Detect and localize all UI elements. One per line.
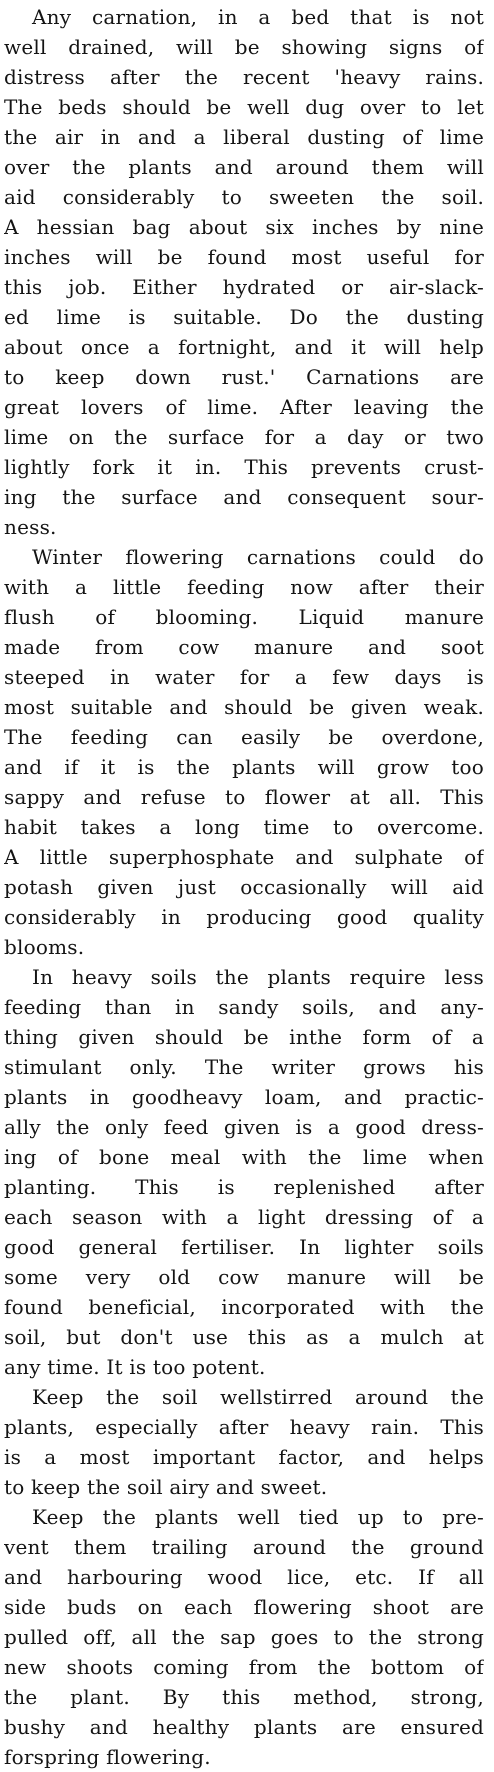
text-line: ness. [4,515,57,539]
text-line: planting. This is replenished after [4,1175,484,1199]
text-line: lime on the surface for a day or two [4,425,484,449]
text-line: Any carnation, in a bed that is not [32,5,484,29]
text-line: to keep down rust.' Carnations are [4,365,484,389]
text-line: feeding than in sandy soils, and any- [4,995,484,1019]
text-line: soil, but don't use this as a mulch at [4,1325,484,1349]
text-line: found beneficial, incorporated with the [4,1295,484,1319]
paragraph [4,1382,484,1502]
text-line: the air in and a liberal dusting of lime [4,125,484,149]
paragraph [4,542,484,962]
text-line: forspring flowering. [4,1745,211,1769]
text-line: inches will be found most useful for [4,245,484,269]
text-line: pulled off, all the sap goes to the strong [4,1625,484,1649]
text-line: bushy and healthy plants are ensured [4,1715,484,1739]
text-line: In heavy soils the plants require less [32,965,484,989]
text-line: side buds on each flowering shoot are [4,1595,484,1619]
text-line: over the plants and around them will [4,155,484,179]
text-line: most suitable and should be given weak. [4,695,484,719]
text-line: Keep the plants well tied up to pre- [32,1505,484,1529]
text-line: ing the surface and consequent sour- [4,485,484,509]
text-line: potash given just occasionally will aid [4,875,484,899]
text-line: A little superphosphate and sulphate of [4,845,484,869]
text-line: each season with a light dressing of a [4,1205,484,1229]
text-line: ally the only feed given is a good dress- [4,1115,484,1139]
text-line: vent them trailing around the ground [4,1535,484,1559]
text-line: well drained, will be showing signs of [4,35,484,59]
text-line: aid considerably to sweeten the soil. [4,185,484,209]
text-line: to keep the soil airy and sweet. [4,1475,328,1499]
text-line: A hessian bag about six inches by nine [4,215,484,239]
text-line: made from cow manure and soot [4,635,484,659]
text-line: The beds should be well dug over to let [4,95,484,119]
text-line: ed lime is suitable. Do the dusting [4,305,484,329]
text-line: good general fertiliser. In lighter soils [4,1235,484,1259]
text-line: about once a fortnight, and it will help [4,335,484,359]
text-line: stimulant only. The writer grows his [4,1055,484,1079]
text-line: sappy and refuse to flower at all. This [4,785,484,809]
text-line: with a little feeding now after their [4,575,484,599]
text-line: distress after the recent 'heavy rains. [4,65,484,89]
paragraph [4,962,484,1382]
text-line: considerably in producing good quality [4,905,484,929]
article-body [4,2,484,1772]
text-line: Keep the soil wellstirred around the [32,1385,484,1409]
text-line: plants, especially after heavy rain. This [4,1415,484,1439]
text-line: and if it is the plants will grow too [4,755,484,779]
text-line: flush of blooming. Liquid manure [4,605,484,629]
text-line: thing given should be inthe form of a [4,1025,484,1049]
text-line: The feeding can easily be overdone, [4,725,484,749]
text-line: steeped in water for a few days is [4,665,484,689]
text-line: ing of bone meal with the lime when [4,1145,484,1169]
text-line: this job. Either hydrated or air-slack- [4,275,484,299]
text-line: blooms. [4,935,85,959]
paragraph [4,1502,484,1772]
text-line: plants in goodheavy loam, and practic- [4,1085,484,1109]
text-line: lightly fork it in. This prevents crust- [4,455,484,479]
text-line: Winter flowering carnations could do [32,545,484,569]
text-line: habit takes a long time to overcome. [4,815,484,839]
text-line: great lovers of lime. After leaving the [4,395,484,419]
text-line: and harbouring wood lice, etc. If all [4,1565,484,1589]
text-line: any time. It is too potent. [4,1355,266,1379]
paragraph [4,2,484,542]
text-line: new shoots coming from the bottom of [4,1655,484,1679]
text-line: some very old cow manure will be [4,1265,484,1289]
text-line: the plant. By this method, strong, [4,1685,484,1709]
text-line: is a most important factor, and helps [4,1445,484,1469]
